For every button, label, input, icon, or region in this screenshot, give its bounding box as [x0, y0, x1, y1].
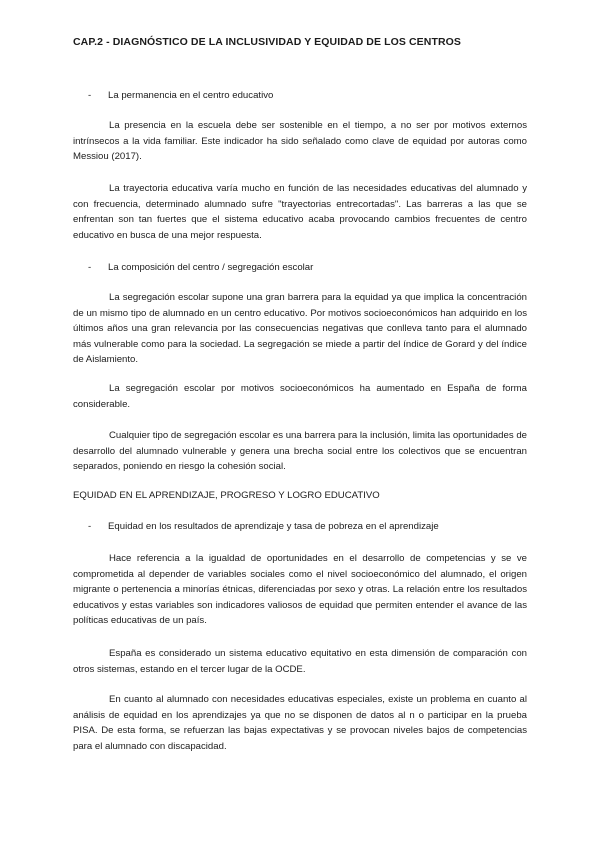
paragraph-composicion-1: La segregación escolar supone una gran barrera para la equidad ya que implica la concentración de un mismo tipo de alumnado en un centro educativo. Por motivos socioeconómicos han adquirido en los últimos años una gran relevancia por las consecuencias negativas que conlleva tanto para el alumnado más vulnerable como para la sociedad. La segregación se miede a partir del índice de Gorard y del índice de Aislamiento. [73, 292, 527, 366]
paragraph-composicion-3: Cualquier tipo de segregación escolar es una barrera para la inclusión, limita las oportunidades de desarrollo del alumnado vulnerable y genera una brecha social entre los colectivos que se encuentran separados, poniendo en riesgo la cohesión social. [73, 430, 527, 473]
bullet-text: La permanencia en el centro educativo [108, 90, 274, 101]
bullet-equidad-resultados [88, 521, 439, 532]
section-heading-equidad: EQUIDAD EN EL APRENDIZAJE, PROGRESO Y LOGRO EDUCATIVO [73, 490, 380, 501]
bullet-dash: - [88, 262, 92, 273]
bullet-text: La composición del centro / segregación escolar [108, 262, 314, 273]
bullet-composicion [88, 262, 313, 273]
paragraph-equidad-1: Hace referencia a la igualdad de oportunidades en el desarrollo de competencias y se ve comprometida al depender de variables sociales como el nivel socioeconómico del alumnado, el origen migrante o pertenencia a minorías étnicas, diferenciadas por sexo y otras. La relación entre los resultados educativos y estas variables son indicadores valiosos de equidad que permiten entender el avance de las políticas educativas de un país. [73, 553, 527, 627]
bullet-dash: - [88, 90, 92, 101]
page-title: CAP.2 - DIAGNÓSTICO DE LA INCLUSIVIDAD Y EQUIDAD DE LOS CENTROS [73, 36, 462, 48]
paragraph-permanencia-2: La trayectoria educativa varía mucho en función de las necesidades educativas del alumnado y con frecuencia, determinado alumnado sufre "trayectorias entrecortadas". Las barreras a las que se enfrentan son tan fuertes que el sistema educativo acaba provocando cambios frecuentes de centro educativo en busca de una mejor respuesta. [73, 183, 527, 241]
paragraph-equidad-2: España es considerado un sistema educativo equitativo en esta dimensión de comparación con otros sistemas, estando en el tercer lugar de la OCDE. [73, 648, 527, 675]
bullet-text: Equidad en los resultados de aprendizaje y tasa de pobreza en el aprendizaje [108, 521, 439, 532]
bullet-permanencia [88, 90, 273, 101]
bullet-dash: - [88, 521, 92, 532]
paragraph-equidad-3: En cuanto al alumnado con necesidades educativas especiales, existe un problema en cuanto al análisis de equidad en los aprendizajes ya que no se disponen de datos al n o participar en la prueba PISA. De esta forma, se refuerzan las bajas expectativas y se provocan niveles bajos de competencias para el alumnado con discapacidad. [73, 694, 527, 752]
paragraph-composicion-2: La segregación escolar por motivos socioeconómicos ha aumentado en España de forma considerable. [73, 383, 527, 410]
paragraph-permanencia-1: La presencia en la escuela debe ser sostenible en el tiempo, a no ser por motivos externos intrínsecos a la vida familiar. Este indicador ha sido señalado como clave de equidad por autoras como Messiou (2017). [73, 120, 527, 163]
